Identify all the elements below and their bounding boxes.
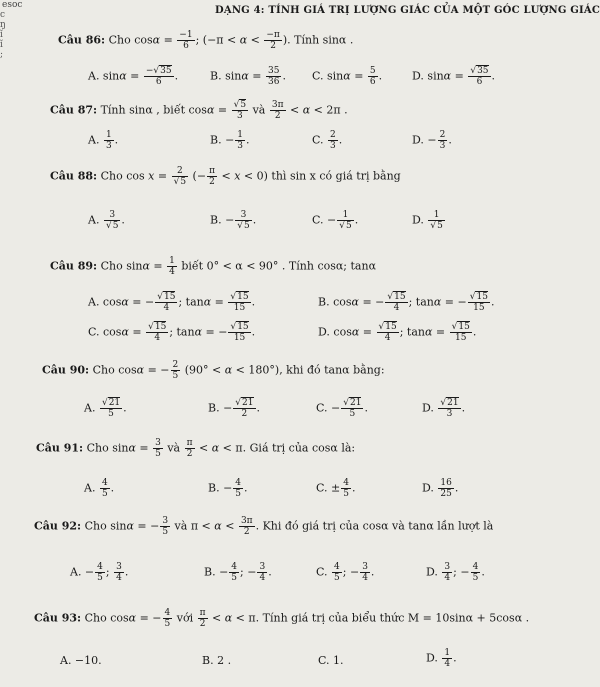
option-88-d[interactable]: D. 1 √ 5 xyxy=(412,210,446,231)
option-93-d[interactable]: D. $\frac{1}{4}$ . xyxy=(426,648,457,669)
option-90-c[interactable]: C. − √ $\frac{21}{5}$ . xyxy=(316,398,368,419)
question-89: Câu 89: Cho sinα = $\frac{1}{4}$ biết 0° < α < 90° . Tính cosα; tanα xyxy=(50,256,376,277)
option-87-a[interactable]: A. $\frac{1}{3}$ . xyxy=(88,130,119,151)
question-lead: Cho xyxy=(86,441,109,455)
option-92-d[interactable]: D. $\frac{3}{4}$ ; − $\frac{4}{5}$ . xyxy=(426,562,485,583)
option-92-a[interactable]: A. − $\frac{4}{5}$ ; $\frac{3}{4}$ . xyxy=(70,562,129,583)
question-number: Câu 90: xyxy=(42,363,90,377)
question-87: Câu 87: Tính sinα , biết cosα = √ $\frac{5}{3}$ và $\frac{3\pi}{2}$ < α < 2π . xyxy=(50,100,600,121)
question-mid: biết 0° < α < 90° . Tính cosα; tanα xyxy=(181,259,376,273)
corner-text: esoc xyxy=(2,0,23,10)
question-90: Câu 90: Cho cosα = − $\frac{2}{5}$ (90° < α < 180°), khi đó tanα bằng: xyxy=(42,360,385,381)
margin-marks: c ŋ ǐ ǐ ; xyxy=(0,10,6,60)
question-number: Câu 89: xyxy=(50,259,98,273)
question-tail: thì sin x có giá trị bằng xyxy=(271,169,401,183)
question-number: Câu 87: xyxy=(50,103,98,117)
option-91-a[interactable]: A. $\frac{4}{5}$ . xyxy=(84,478,115,499)
option-90-a[interactable]: A. √ $\frac{21}{5}$ . xyxy=(84,398,127,419)
option-92-c[interactable]: C. $\frac{4}{5}$ ; − $\frac{3}{4}$ . xyxy=(316,562,375,583)
question-lead: Cho xyxy=(100,259,123,273)
option-87-d[interactable]: D. − $\frac{2}{3}$ . xyxy=(412,130,452,151)
question-tail: , khi đó tanα bằng: xyxy=(279,363,385,377)
question-88: Câu 88: Cho cos x = 2 √ 5 (− $\frac{\pi}{2}$ < x < 0) thì sin x có giá trị bằng xyxy=(50,166,600,187)
question-91: Câu 91: Cho sinα = $\frac{3}{5}$ và $\frac{\pi}{2}$ < α < π. Giá trị của cosα là: xyxy=(36,438,356,459)
question-and: và xyxy=(252,103,266,117)
option-89-d[interactable]: D. cosα = √ $\frac{15}{4}$ ; tanα = √ $\frac{15}{15}$ . xyxy=(318,322,476,343)
question-number: Câu 86: xyxy=(58,33,106,47)
option-91-c[interactable]: C. ± $\frac{4}{5}$ . xyxy=(316,478,356,499)
option-91-d[interactable]: D. $\frac{16}{25}$ . xyxy=(422,478,459,499)
question-text: Tính sinα , biết xyxy=(100,103,186,117)
option-89-b[interactable]: B. cosα = − √ $\frac{15}{4}$ ; tanα = − √ $\frac{15}{15}$ . xyxy=(318,292,494,313)
option-91-b[interactable]: B. − $\frac{4}{5}$ . xyxy=(208,478,248,499)
question-92: Câu 92: Cho sinα = − $\frac{3}{5}$ và π < α < $\frac{3\pi}{2}$ . Khi đó giá trị của cosα và tanα lần lượt là xyxy=(34,516,494,537)
question-93: Câu 93: Cho cosα = − $\frac{4}{5}$ với $\frac{\pi}{2}$ < α < π. Tính giá trị của biểu thức M = 10sinα + 5cosα . xyxy=(34,608,530,629)
option-87-c[interactable]: C. $\frac{2}{3}$ . xyxy=(312,130,343,151)
option-92-b[interactable]: B. − $\frac{4}{5}$ ; − $\frac{3}{4}$ . xyxy=(204,562,272,583)
question-tail: . Tính sinα . xyxy=(287,33,354,47)
option-88-c[interactable]: C. − 1 √ 5 . xyxy=(312,210,358,231)
question-tail: . Khi đó giá trị của cosα và tanα lần lượt là xyxy=(255,519,494,533)
question-lead: Cho xyxy=(108,33,131,47)
option-89-c[interactable]: C. cosα = √ $\frac{15}{4}$ ; tanα = − √ $\frac{15}{15}$ . xyxy=(88,322,255,343)
section-header: DẠNG 4: TÍNH GIÁ TRỊ LƯỢNG GIÁC CỦA MỘT GÓC LƯỢNG GIÁC xyxy=(215,5,600,16)
option-86-d[interactable]: D. sinα = √ $\frac{35}{6}$ . xyxy=(412,66,495,87)
option-87-b[interactable]: B. − $\frac{1}{3}$ . xyxy=(210,130,250,151)
question-lead: Cho xyxy=(84,519,107,533)
question-tail: . Tính giá trị của biểu thức M = 10sinα + 5cosα . xyxy=(255,611,530,625)
question-number: Câu 88: xyxy=(50,169,98,183)
question-number: Câu 92: xyxy=(34,519,82,533)
option-88-a[interactable]: A. 3 √ 5 . xyxy=(88,210,125,231)
option-93-a[interactable]: A. −10. xyxy=(60,654,102,667)
option-89-a[interactable]: A. cosα = − √ $\frac{15}{4}$ ; tanα = √ $\frac{15}{15}$ . xyxy=(88,292,255,313)
question-86: Câu 86: Cho cosα = $\frac{-1}{6}$ ; (−π < α < $\frac{-\pi}{2}$ ). Tính sinα . xyxy=(58,30,354,51)
option-86-a[interactable]: A. sinα = $\frac{-√ 35}{6}$ . xyxy=(88,66,178,87)
option-86-b[interactable]: B. sinα = $\frac{35}{36}$ . xyxy=(210,66,286,87)
option-88-b[interactable]: B. − 3 √ 5 . xyxy=(210,210,256,231)
option-90-b[interactable]: B. − √ $\frac{21}{2}$ . xyxy=(208,398,260,419)
question-number: Câu 93: xyxy=(34,611,82,625)
option-93-b[interactable]: B. 2 . xyxy=(202,654,232,667)
option-93-c[interactable]: C. 1. xyxy=(318,654,344,667)
question-lead: Cho xyxy=(100,169,123,183)
option-90-d[interactable]: D. √ $\frac{21}{3}$ . xyxy=(422,398,465,419)
option-86-c[interactable]: C. sinα = $\frac{5}{6}$ . xyxy=(312,66,383,87)
question-lead: Cho xyxy=(84,611,107,625)
question-number: Câu 91: xyxy=(36,441,84,455)
question-tail: . Giá trị của cosα là: xyxy=(242,441,356,455)
question-lead: Cho xyxy=(92,363,115,377)
